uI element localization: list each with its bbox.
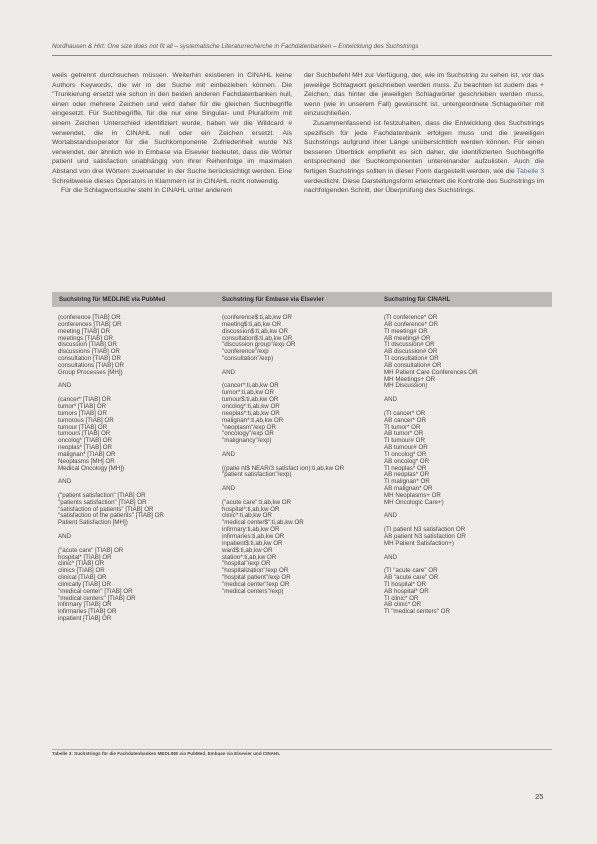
table-bottom-rule: [52, 749, 552, 750]
page-number: 25: [535, 792, 544, 801]
right-paragraph-2-text: Zusammenfassend ist festzuhalten, dass die Entwicklung des Suchstrings spezifisch für jede Fachdatenbank erfolgen muss und die jeweiligen Suchstrings aufgrund ihrer Länge unübersichtlich werden können. Für einen besseren Überblick empfiehlt es sich daher, die identifizierten Suchbegriffe entsprechend der Suchkomponenten untereinander aufzulisten. Auch die fertigen Suchstrings sollten in dieser Form dargestellt werden, wie die: [304, 119, 544, 175]
header-medline: Suchstring für MEDLINE via PubMed: [59, 296, 166, 303]
right-paragraph-2: [304, 119, 544, 196]
right-paragraph-1: der Suchbefehl MH zur Verfügung, der, wie im Suchstring zu sehen ist, vor das jeweilige Schlagwort geschrieben werden muss. Zu beachten ist zudem das + Zeichen, das hinter die jeweiligen Schlagwörter geschrieben werden muss, wenn (wie in unserem Fall) gewünscht ist, untergeordnete Schlagwörter mit einzuschließen.: [304, 72, 544, 118]
header-rule: [52, 55, 552, 56]
search-string-table: [52, 292, 552, 623]
table-caption: Tabelle 3: Suchstrings für die Fachdatenbanken MEDLINE via PubMed, Embase via Elsevier und CINAHL: [52, 751, 281, 756]
cinahl-search-string: (TI conference* OR AB conference* OR TI meeting# OR AB meeting# OR TI discussion# OR AB discussion# OR TI consultation# OR AB consultation# OR MH Patient Care Conferences OR MH Meetings+ OR MH Discussion) AND (TI cancer* OR AB cancer* OR TI tumor* OR AB tumor* OR TI tumour# OR AB tumour# OR TI oncolog* OR AB oncolog* OR TI neoplas* OR AB neoplas* OR TI malignan* OR AB malignan* OR MH Neoplasms+ OR MH Oncologic Care+) AND (TI patient N3 satisfaction OR AB patient N3 satisfaction OR MH Patient Satisfaction+) AND (TI "acute care" OR AB "acute care" OR TI hospital* OR AB hospital* OR TI clinic* OR AB clinic* OR TI "medical centers" OR: [384, 314, 478, 616]
running-head: Nordhausen & Hirt: One size does not fit all – systematische Literaturrecherche in Fachdatenbanken – Entwicklung des Suchstrings: [52, 43, 419, 50]
left-text-column: [52, 71, 292, 196]
right-text-column: [304, 71, 544, 196]
table-header-row: [52, 292, 552, 307]
medline-search-string: (conference [TIAB] OR conferences [TIAB] OR meeting [TIAB] OR meetings [TIAB] OR discussion [TIAB] OR discussions [TIAB] OR consultation [TIAB] OR consultations [TIAB] OR Group Processes [MH]) AND (cancer* [TIAB] OR tumor* [TIAB] OR tumors [TIAB] OR tumorous [TIAB] OR tumour [TIAB] OR tumours [TIAB] OR oncolog* [TIAB] OR neoplas* [TIAB] OR malignan* [TIAB] OR Neoplasms [MH] OR Medical Oncology [MH]) AND ("patient satisfaction" [TIAB] OR "patients satisfaction" [TIAB] OR "satisfaction of patients" [TIAB] OR "satisfaction of the patients" [TIAB] OR Patient Satisfaction [MH]) AND ("acute care" [TIAB] OR hospital* [TIAB] OR clinic* [TIAB] OR clinics [TIAB] OR clinical [TIAB] OR clinically [TIAB] OR "medical center" [TIAB] OR "medical centers" [TIAB] OR infirmary [TIAB] OR infirmaries [TIAB] OR inpatient [TIAB] OR: [58, 314, 164, 623]
right-paragraph-2-text-end: verdeutlicht. Diese Darstellungsform erleichtert die Kontrolle des Suchstrings im nachfolgenden Schritt, der Überprüfung des Suchstrings.: [304, 177, 544, 195]
table-reference-link[interactable]: Tabelle 3: [516, 167, 544, 175]
header-cinahl: Suchstring für CINAHL: [384, 296, 451, 303]
left-paragraph-1: weils getrennt durchsuchen müssen. Weiterhin existieren in CINAHL keine Authors Keywords, die wir in der Suche mit einbeziehen können. Die "Trunkierung ersetzt wie schon in den beiden anderen Fachdatenbanken null, einen oder mehrere Zeichen und wird daher für die gleichen Suchbegriffe eingesetzt. Für Suchbegriffe, für die nur eine Singular- und Pluralform mit einem Zeichen Unterschied identifiziert wurde, haben wir die Wildcard # verwendet, die in CINAHL null oder ein Zeichen ersetzt. Als Wortabstandsoperator für die Suchkomponente Zufriedenheit wurde N3 verwendet, der ähnlich wie in Embase via Elsevier bedeutet, dass die Wörter patient und satisfaction unabhängig von ihrer Reihenfolge im maximalen Abstand von drei Wörtern zueinander in der Suche berücksichtigt werden. Eine Schreibweise dieses Operators in Klammern ist in CINAHL nicht notwendig.: [52, 72, 292, 185]
header-embase: Suchstring für Embase via Elsevier: [222, 296, 324, 303]
left-paragraph-2: Für die Schlagwortsuche steht in CINAHL unter anderem: [61, 187, 233, 195]
embase-search-string: (conference$:ti,ab,kw OR meeting$:ti,ab,kw OR discussion$:ti,ab,kw OR consultation$:ti,ab,kw OR "discussion group"/exp OR "conference"/exp "consultation"/exp) AND (cancer*:ti,ab,kw OR tumor*:ti,ab,kw OR tumour$:ti,ab,kw OR oncolog*:ti,ab,kw OR neoplas*:ti,ab,kw OR malignan*:ti,ab,kw OR "neoplasm"/exp OR "oncology"/exp OR "malignancy"/exp) AND ((patie nt$ NEAR/3 satisfact ion):ti,ab,kw OR "patient satisfaction"/exp) AND ("acute care":ti,ab,kw OR hospital*:ti,ab,kw OR clinic*:ti,ab,kw OR "medical center$":ti,ab,kw OR infirmary:ti,ab,kw OR infirmaries:ti,ab,kw OR inpatient$:ti,ab,kw OR ward$:ti,ab,kw OR station*:ti,ab,kw OR "hospital"/exp OR "hospitalization"/exp OR "hospital patient"/exp OR "medical center"/exp OR "medical centers"/exp): [222, 314, 345, 595]
